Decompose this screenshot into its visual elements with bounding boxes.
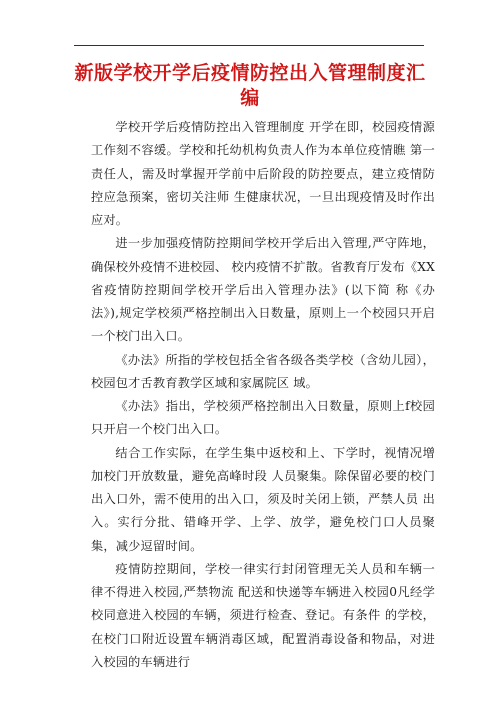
paragraph-3: 《办法》所指的学校包括全省各级各类学校（含幼儿园），校园包才舌教育教学区域和家属院区 域。	[91, 352, 435, 390]
document-title: 新版学校开学后疫情防控出入管理制度汇编	[74, 62, 426, 109]
paragraph-2: 进一步加强疫情防控期间学校开学后出入管理,严守阵地，确保校外疫情不进校园、 校内疫情不扩散。省教育厅发布《XX省疫情防控期间学校开学后出入管理办法》(以下简 称《办法》),规定学校须严格控制出入日数量，原则上一个校园只开启一个校门出入口。	[91, 236, 435, 344]
paragraph-1: 学校开学后疫情防控出入管理制度 开学在即，校园疫情源工作刻不容缓。学校和托幼机构负责人作为本单位疫情瞧 第一责任人，需及时掌握开学前中后阶段的防控要点，建立疫情防控应急预案，密切关注师 生健康状况，一旦出现疫情及时作出应对。	[91, 120, 435, 227]
header-rule	[74, 45, 424, 46]
paragraph-5: 结合工作实际，在学生集中返校和上、下学时，视情况增加校门开放数量，避免高峰时段 人员聚集。除保留必要的校门出入口外，需不使用的出入口，须及时关闭上锁，严禁人员 出入。实行分批、错峰开学、上学、放学，避免校门口人员聚集，减少逗留时间。	[91, 445, 435, 553]
paragraph-6: 疫情防控期间，学校一律实行封闭管理无关人员和车辆一律不得进入校园,严禁物流 配送和快递等车辆进入校园0凡经学校同意进入校园的车辆，须进行检查、登记。有条件 的学校，在校门口附近设置车辆消毒区域，配置消毒设备和物品，对进入校园的车辆进行	[91, 561, 435, 669]
paragraph-4: 《办法》指出，学校须严格控制出入日数量，原则上f校园只开启一个校门出入口。	[91, 399, 435, 437]
document-body	[91, 116, 435, 674]
